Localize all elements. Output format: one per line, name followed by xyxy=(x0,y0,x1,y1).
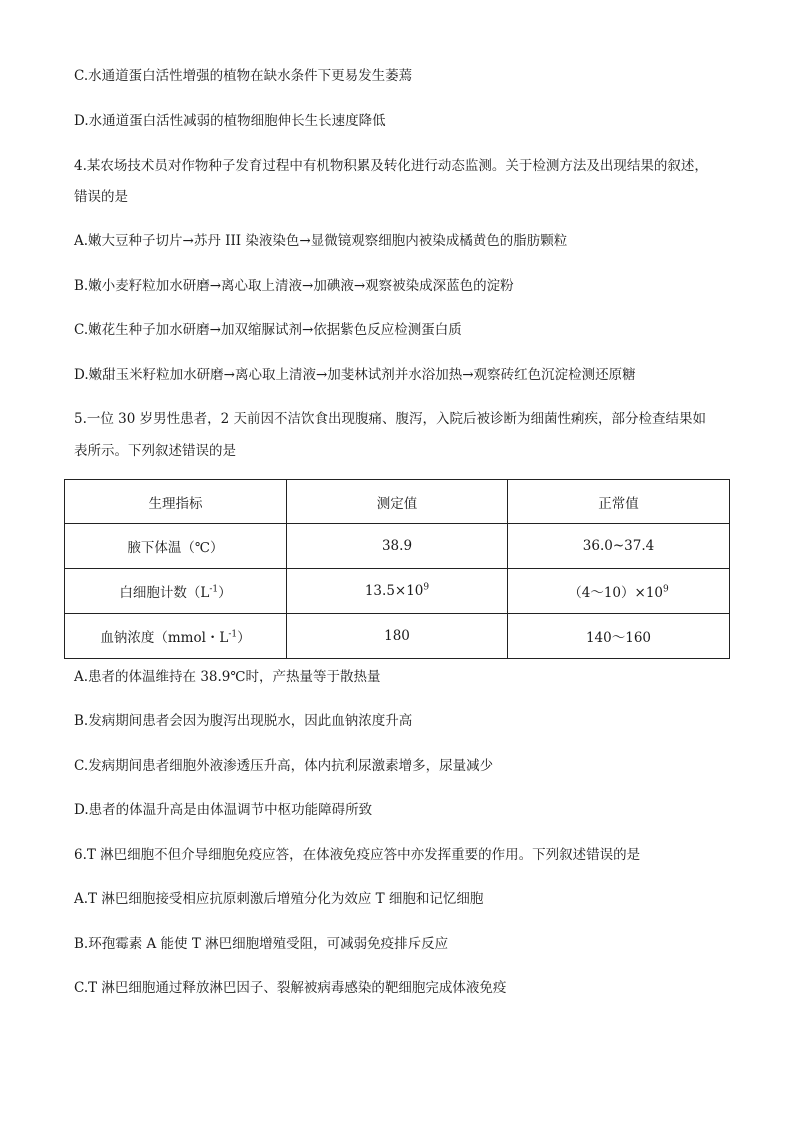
cell-normal: 36.0~37.4 xyxy=(508,524,730,569)
cell-indicator-sup: -1 xyxy=(209,584,219,595)
cell-indicator-main: 血钠浓度（mmol・L xyxy=(100,630,229,646)
table-header-row xyxy=(65,480,730,524)
q4-option-b: B.嫩小麦籽粒加水研磨→离心取上清液→加碘液→观察被染成深蓝色的淀粉 xyxy=(74,278,514,294)
cell-normal-main: （4～10）×10 xyxy=(568,585,664,601)
cell-normal: 140～160 xyxy=(508,614,730,659)
cell-measured xyxy=(287,569,508,614)
q3-option-c: C.水通道蛋白活性增强的植物在缺水条件下更易发生萎蔫 xyxy=(74,68,413,84)
q4-option-c: C.嫩花生种子加水研磨→加双缩脲试剂→依据紫色反应检测蛋白质 xyxy=(74,322,462,338)
cell-indicator-end: ） xyxy=(237,630,251,646)
header-measured: 测定值 xyxy=(287,480,508,524)
table-row xyxy=(65,524,730,569)
cell-measured-sup: 9 xyxy=(423,582,430,593)
q6-option-b: B.环孢霉素 A 能使 T 淋巴细胞增殖受阻，可减弱免疫排斥反应 xyxy=(74,936,449,952)
cell-normal xyxy=(508,569,730,614)
q5-option-a: A.患者的体温维持在 38.9℃时，产热量等于散热量 xyxy=(74,669,381,685)
cell-indicator-main: 白细胞计数（L xyxy=(119,585,210,601)
table-row xyxy=(65,569,730,614)
table-row xyxy=(65,614,730,659)
physiology-table xyxy=(64,479,730,659)
cell-indicator xyxy=(65,569,287,614)
q4-stem-line1: 4.某农场技术员对作物种子发育过程中有机物积累及转化进行动态监测。关于检测方法及出现结果的叙述， xyxy=(74,158,708,174)
q5-option-d: D.患者的体温升高是由体温调节中枢功能障碍所致 xyxy=(74,802,373,818)
cell-measured-main: 13.5×10 xyxy=(364,583,424,599)
cell-indicator-sup: -1 xyxy=(228,629,238,640)
cell-measured: 180 xyxy=(287,614,508,659)
q4-option-d: D.嫩甜玉米籽粒加水研磨→离心取上清液→加斐林试剂并水浴加热→观察砖红色沉淀检测还原糖 xyxy=(74,367,636,383)
q5-stem-line1: 5.一位 30 岁男性患者，2 天前因不洁饮食出现腹痛、腹泻，入院后被诊断为细菌性痢疾，部分检查结果如 xyxy=(74,411,707,427)
q3-option-d: D.水通道蛋白活性减弱的植物细胞伸长生长速度降低 xyxy=(74,113,386,129)
q4-option-a: A.嫩大豆种子切片→苏丹 III 染液染色→显微镜观察细胞内被染成橘黄色的脂肪颗粒 xyxy=(74,233,568,249)
q5-stem-line2: 表所示。下列叙述错误的是 xyxy=(74,443,236,459)
q5-option-b: B.发病期间患者会因为腹泻出现脱水，因此血钠浓度升高 xyxy=(74,713,413,729)
q6-stem: 6.T 淋巴细胞不但介导细胞免疫应答，在体液免疫应答中亦发挥重要的作用。下列叙述错误的是 xyxy=(74,847,641,863)
q5-option-c: C.发病期间患者细胞外液渗透压升高，体内抗利尿激素增多，尿量减少 xyxy=(74,758,494,774)
cell-indicator-end: ） xyxy=(218,585,232,601)
cell-normal-sup: 9 xyxy=(663,584,669,595)
cell-indicator: 腋下体温（℃） xyxy=(65,524,287,569)
q4-stem-line2: 错误的是 xyxy=(74,189,128,205)
cell-indicator xyxy=(65,614,287,659)
header-indicator: 生理指标 xyxy=(65,480,287,524)
header-normal: 正常值 xyxy=(508,480,730,524)
q6-option-a: A.T 淋巴细胞接受相应抗原刺激后增殖分化为效应 T 细胞和记忆细胞 xyxy=(74,891,484,907)
cell-measured: 38.9 xyxy=(287,524,508,569)
q6-option-c: C.T 淋巴细胞通过释放淋巴因子、裂解被病毒感染的靶细胞完成体液免疫 xyxy=(74,980,507,996)
